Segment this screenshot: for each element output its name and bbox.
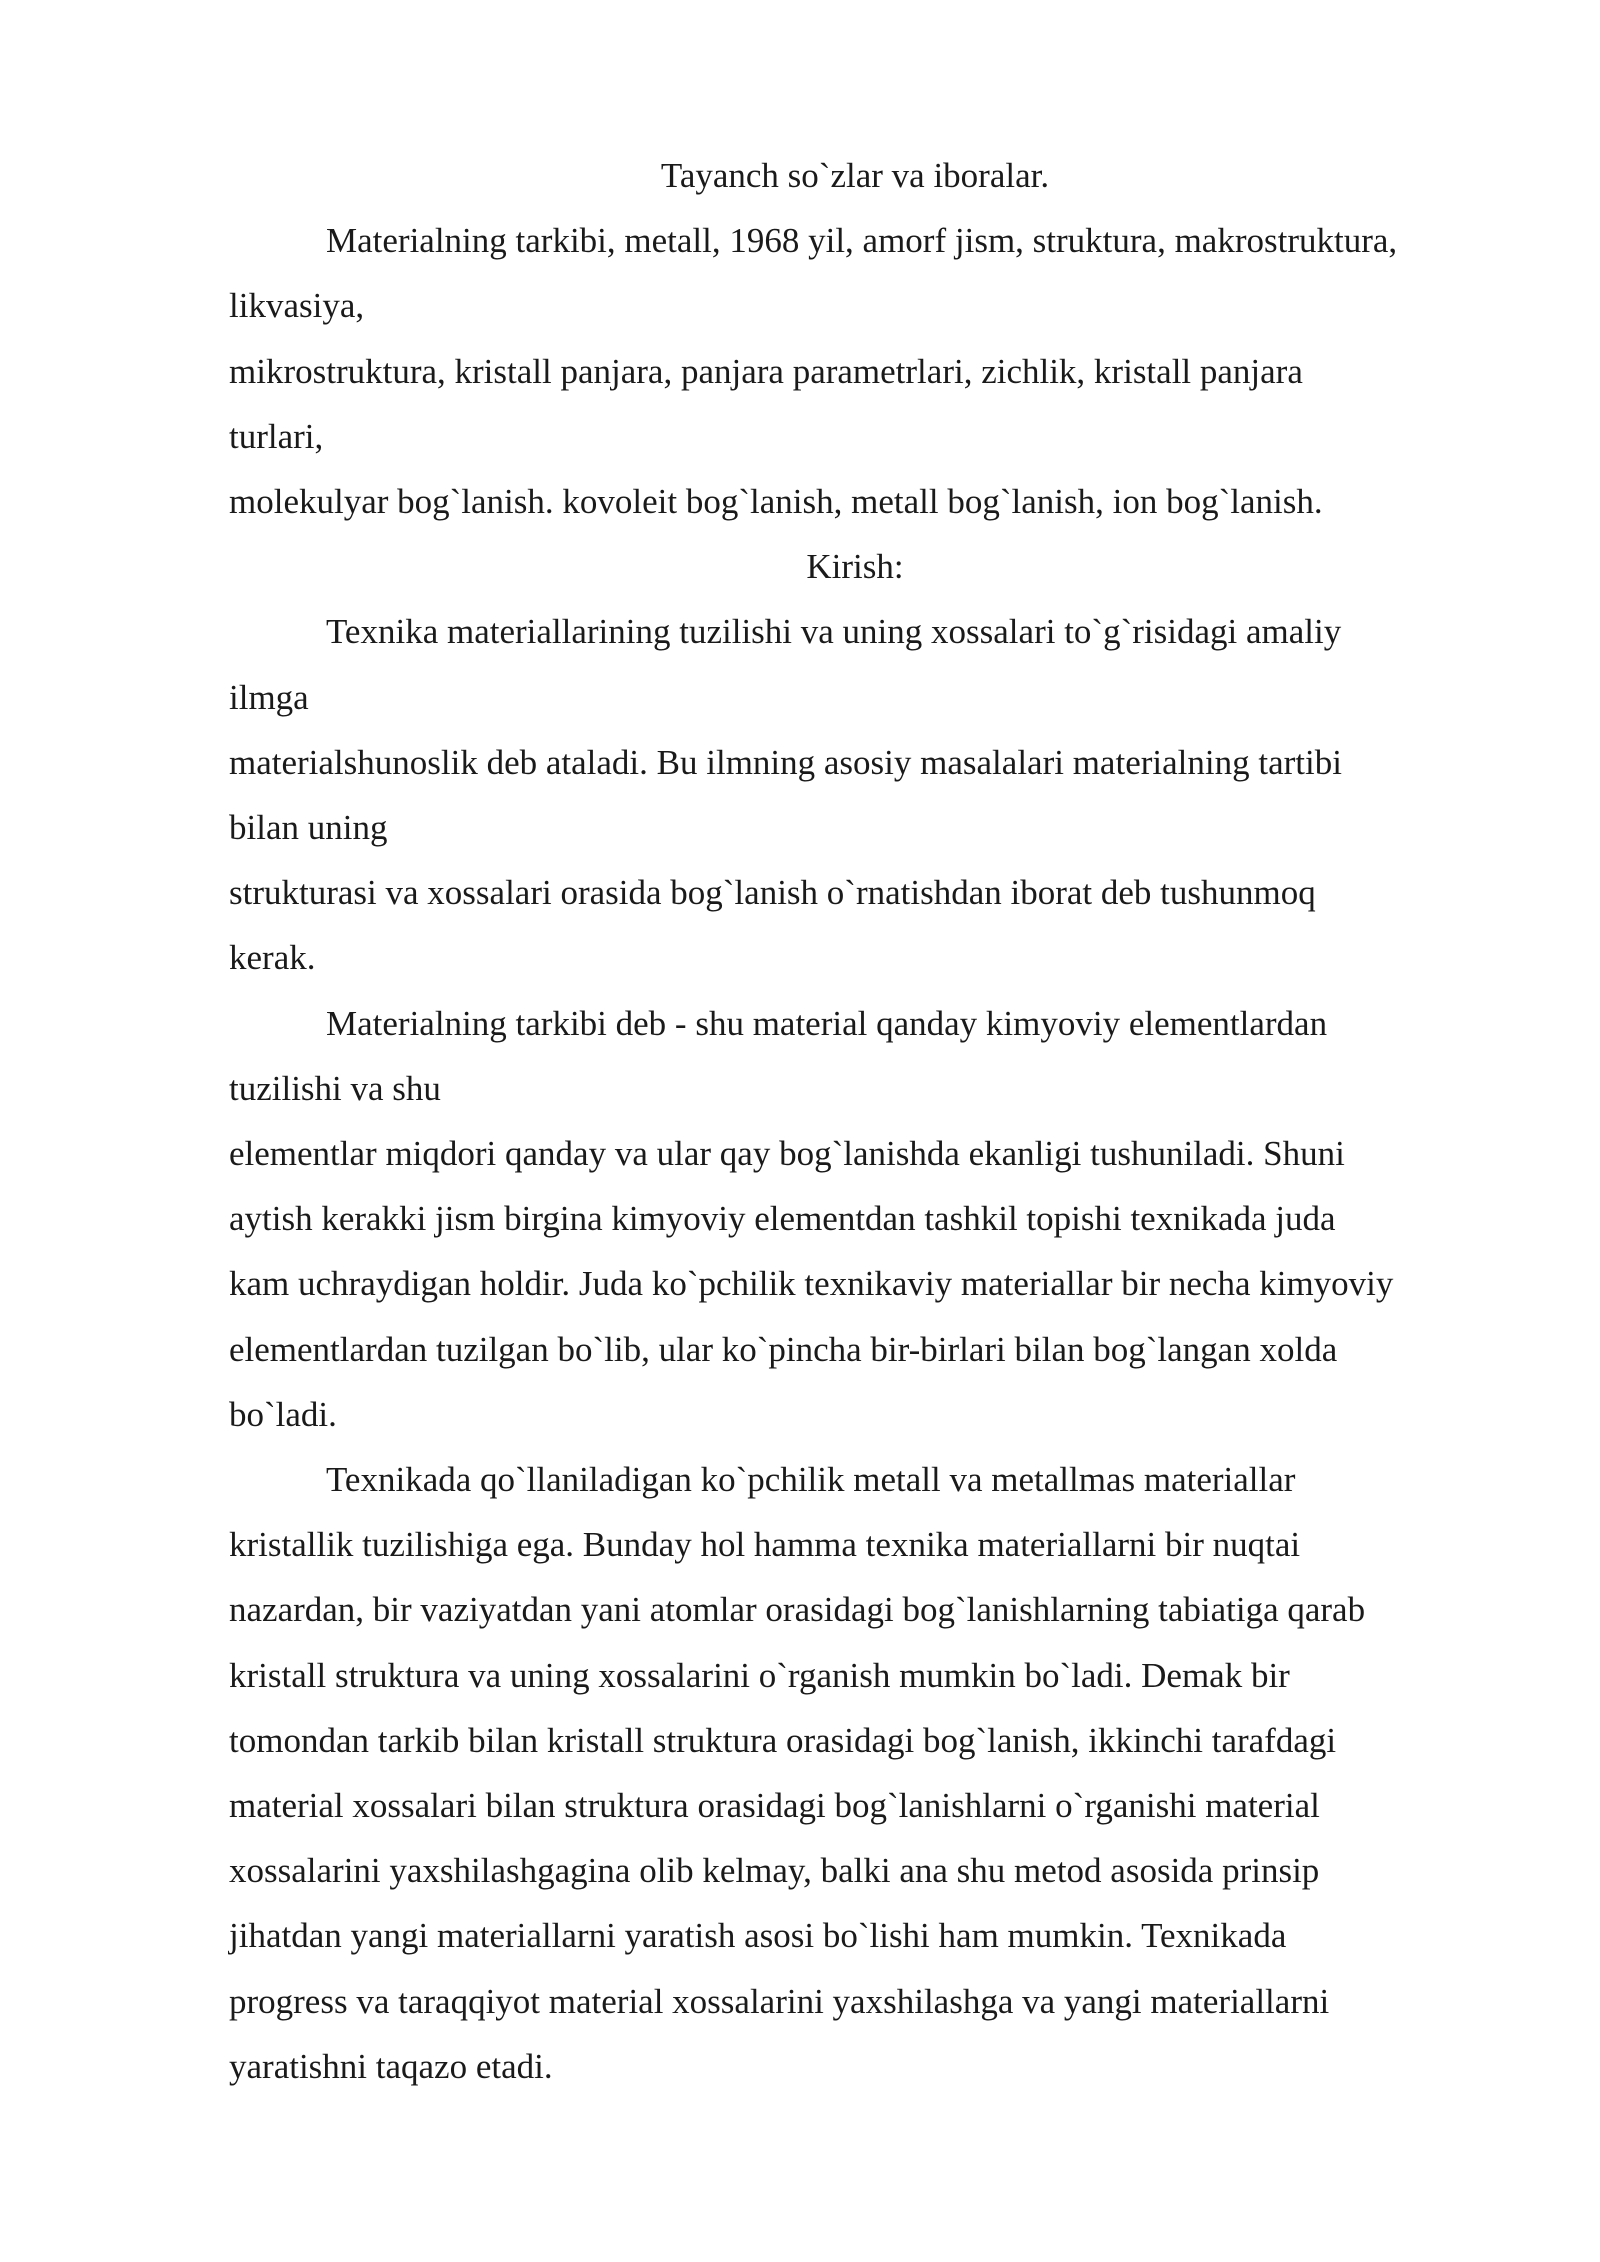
- paragraph-2: [229, 991, 1529, 1447]
- keywords-title: Tayanch so`zlar va iboralar.: [660, 156, 1050, 195]
- keywords-line: mikrostruktura, kristall panjara, panjara parametrlari, zichlik, kristall panjara: [229, 351, 1303, 391]
- paragraph-line: xossalarini yaxshilashgagina olib kelmay, balki ana shu metod asosida prinsip: [229, 1851, 1320, 1891]
- paragraph-line: elementlardan tuzilgan bo`lib, ular ko`pincha bir-birlari bilan bog`langan xolda: [229, 1329, 1338, 1369]
- paragraph-1: [229, 599, 1529, 990]
- paragraph-line: tomondan tarkib bilan kristall struktura orasidagi bog`lanish, ikkinchi tarafdagi: [229, 1720, 1337, 1760]
- paragraph-line: materialshunoslik deb ataladi. Bu ilmning asosiy masalalari materialning tartibi: [229, 742, 1342, 782]
- paragraph-line: nazardan, bir vaziyatdan yani atomlar orasidagi bog`lanishlarning tabiatiga qarab: [229, 1590, 1366, 1630]
- paragraph-line: aytish kerakki jism birgina kimyoviy elementdan tashkil topishi texnikada juda: [229, 1199, 1336, 1239]
- keywords-line: turlari,: [229, 416, 324, 456]
- keywords-paragraph: [229, 208, 1529, 534]
- paragraph-line: strukturasi va xossalari orasida bog`lanish o`rnatishdan iborat deb tushunmoq: [229, 873, 1316, 913]
- paragraph-line: Materialning tarkibi deb - shu material qanday kimyoviy elementlardan: [326, 1003, 1328, 1043]
- paragraph-line: material xossalari bilan struktura orasidagi bog`lanishlarni o`rganishi material: [229, 1786, 1320, 1826]
- section-heading: Kirish:: [806, 547, 904, 587]
- paragraph-line: kam uchraydigan holdir. Juda ko`pchilik texnikaviy materiallar bir necha kimyoviy: [229, 1264, 1394, 1304]
- paragraph-3: [229, 1447, 1529, 2099]
- paragraph-line: kristallik tuzilishiga ega. Bunday hol hamma texnika materiallarni bir nuqtai: [229, 1525, 1301, 1565]
- keywords-line: Materialning tarkibi, metall, 1968 yil, amorf jism, struktura, makrostruktura,: [326, 221, 1398, 261]
- paragraph-line: bo`ladi.: [229, 1394, 337, 1434]
- paragraph-line: jihatdan yangi materiallarni yaratish asosi bo`lishi ham mumkin. Texnikada: [229, 1916, 1287, 1956]
- keywords-line: molekulyar bog`lanish. kovoleit bog`lanish, metall bog`lanish, ion bog`lanish.: [229, 482, 1323, 522]
- document-body: [229, 143, 1529, 2099]
- paragraph-line: ilmga: [229, 677, 309, 717]
- paragraph-line: Texnikada qo`llaniladigan ko`pchilik metall va metallmas materiallar: [326, 1460, 1296, 1500]
- paragraph-line: kerak.: [229, 938, 316, 978]
- paragraph-line: Texnika materiallarining tuzilishi va uning xossalari to`g`risidagi amaliy: [326, 612, 1342, 652]
- paragraph-line: progress va taraqqiyot material xossalarini yaxshilashga va yangi materiallarni: [229, 1981, 1330, 2021]
- paragraph-line: bilan uning: [229, 808, 388, 848]
- paragraph-line: elementlar miqdori qanday va ular qay bog`lanishda ekanligi tushuniladi. Shuni: [229, 1134, 1345, 1174]
- paragraph-line: yaratishni taqazo etadi.: [229, 2046, 553, 2086]
- paragraph-line: tuzilishi va shu: [229, 1068, 441, 1108]
- keywords-line: likvasiya,: [229, 286, 365, 326]
- paragraph-line: kristall struktura va uning xossalarini o`rganish mumkin bo`ladi. Demak bir: [229, 1655, 1290, 1695]
